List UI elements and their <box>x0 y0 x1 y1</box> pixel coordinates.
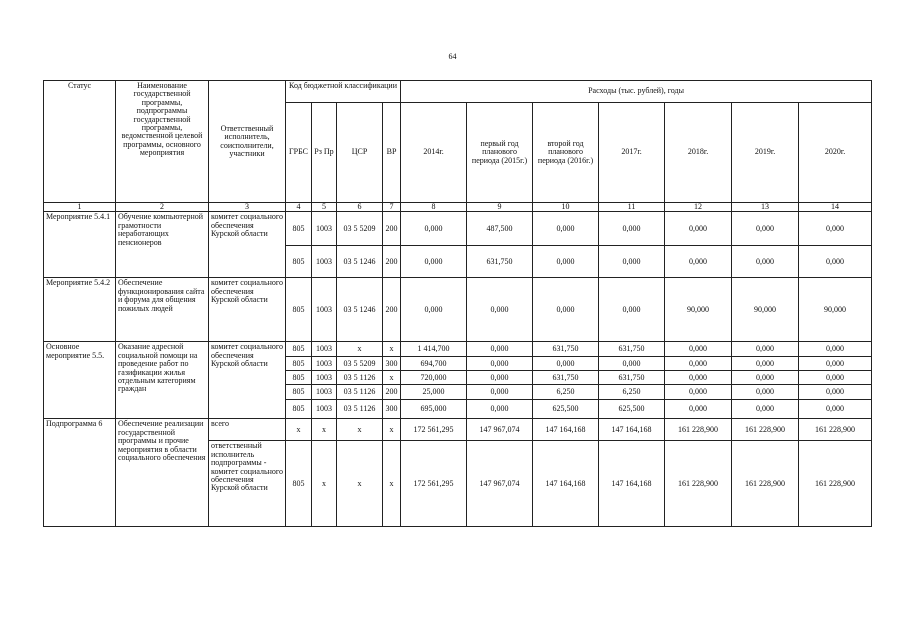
value-2020: 90,000 <box>799 278 872 342</box>
grbs-cell: 805 <box>286 278 312 342</box>
header-2014: 2014г. <box>401 103 467 203</box>
header-grbs: ГРБС <box>286 103 312 203</box>
vr-cell: 300 <box>383 400 401 419</box>
value-2018: 0,000 <box>665 385 732 400</box>
status-cell: Подпрограмма 6 <box>44 419 116 527</box>
value-2019: 0,000 <box>732 342 799 357</box>
value-2014: 0,000 <box>401 278 467 342</box>
rzpr-cell: 1003 <box>312 357 337 371</box>
value-2020: 161 228,900 <box>799 441 872 527</box>
value-2020: 0,000 <box>799 342 872 357</box>
grbs-cell: х <box>286 419 312 441</box>
column-number-row <box>44 203 872 212</box>
header-rzpr: Рз Пр <box>312 103 337 203</box>
value-2017: 0,000 <box>599 212 665 246</box>
value-2018: 0,000 <box>665 342 732 357</box>
header-2018: 2018г. <box>665 103 732 203</box>
value-2017: 631,750 <box>599 342 665 357</box>
col-number: 11 <box>599 203 665 212</box>
value-2015: 0,000 <box>467 357 533 371</box>
name-cell: Обучение компьютерной грамотности неработающих пенсионеров <box>116 212 209 278</box>
value-2018: 0,000 <box>665 246 732 278</box>
header-csr: ЦСР <box>337 103 383 203</box>
grbs-cell: 805 <box>286 371 312 385</box>
value-2017: 0,000 <box>599 278 665 342</box>
value-2017: 147 164,168 <box>599 441 665 527</box>
value-2014: 0,000 <box>401 212 467 246</box>
value-2020: 0,000 <box>799 385 872 400</box>
csr-cell: 03 5 5209 <box>337 357 383 371</box>
col-number: 7 <box>383 203 401 212</box>
value-2017: 147 164,168 <box>599 419 665 441</box>
value-2016: 147 164,168 <box>533 419 599 441</box>
value-2015: 147 967,074 <box>467 419 533 441</box>
responsible-cell: всего <box>209 419 286 441</box>
name-cell: Обеспечение реализации государственной программы и прочие мероприятия в области социального обеспечения <box>116 419 209 527</box>
header-2019: 2019г. <box>732 103 799 203</box>
value-2020: 0,000 <box>799 371 872 385</box>
page-number: 64 <box>448 52 457 61</box>
value-2017: 0,000 <box>599 246 665 278</box>
name-cell: Оказание адресной социальной помощи на проведение работ по газификации жилья отдельным категориям граждан <box>116 342 209 419</box>
csr-cell: х <box>337 441 383 527</box>
rzpr-cell: 1003 <box>312 246 337 278</box>
value-2014: 694,700 <box>401 357 467 371</box>
vr-cell: 200 <box>383 212 401 246</box>
rzpr-cell: х <box>312 441 337 527</box>
col-number: 4 <box>286 203 312 212</box>
value-2015: 487,500 <box>467 212 533 246</box>
responsible-cell: комитет социального обеспечения Курской области <box>209 212 286 278</box>
value-2015: 0,000 <box>467 400 533 419</box>
value-2020: 0,000 <box>799 212 872 246</box>
value-2020: 0,000 <box>799 400 872 419</box>
value-2016: 0,000 <box>533 246 599 278</box>
value-2018: 90,000 <box>665 278 732 342</box>
rzpr-cell: 1003 <box>312 371 337 385</box>
vr-cell: х <box>383 441 401 527</box>
col-number: 13 <box>732 203 799 212</box>
csr-cell: 03 5 1126 <box>337 385 383 400</box>
grbs-cell: 805 <box>286 212 312 246</box>
col-number: 12 <box>665 203 732 212</box>
value-2020: 0,000 <box>799 246 872 278</box>
col-number: 2 <box>116 203 209 212</box>
value-2018: 0,000 <box>665 357 732 371</box>
value-2017: 6,250 <box>599 385 665 400</box>
header-vr: ВР <box>383 103 401 203</box>
csr-cell: х <box>337 342 383 357</box>
value-2017: 0,000 <box>599 357 665 371</box>
value-2019: 0,000 <box>732 385 799 400</box>
rzpr-cell: 1003 <box>312 400 337 419</box>
grbs-cell: 805 <box>286 400 312 419</box>
value-2018: 0,000 <box>665 400 732 419</box>
value-2019: 161 228,900 <box>732 441 799 527</box>
table-row <box>44 419 872 441</box>
grbs-cell: 805 <box>286 246 312 278</box>
vr-cell: 200 <box>383 278 401 342</box>
value-2014: 1 414,700 <box>401 342 467 357</box>
value-2016: 0,000 <box>533 357 599 371</box>
value-2019: 0,000 <box>732 212 799 246</box>
rzpr-cell: 1003 <box>312 212 337 246</box>
grbs-cell: 805 <box>286 342 312 357</box>
grbs-cell: 805 <box>286 441 312 527</box>
csr-cell: 03 5 5209 <box>337 212 383 246</box>
value-2019: 0,000 <box>732 357 799 371</box>
value-2017: 631,750 <box>599 371 665 385</box>
col-number: 10 <box>533 203 599 212</box>
rzpr-cell: 1003 <box>312 342 337 357</box>
header-name: Наименование государственной программы, подпрограммы государственной программы, ведомственной целевой программы, основного мероприятия <box>116 81 209 203</box>
value-2015: 631,750 <box>467 246 533 278</box>
value-2016: 631,750 <box>533 342 599 357</box>
grbs-cell: 805 <box>286 385 312 400</box>
value-2016: 0,000 <box>533 212 599 246</box>
table-row <box>44 278 872 342</box>
header-status: Статус <box>44 81 116 203</box>
col-number: 3 <box>209 203 286 212</box>
col-number: 9 <box>467 203 533 212</box>
value-2014: 695,000 <box>401 400 467 419</box>
col-number: 5 <box>312 203 337 212</box>
value-2014: 720,000 <box>401 371 467 385</box>
value-2015: 0,000 <box>467 385 533 400</box>
header-expenses: Расходы (тыс. рублей), годы <box>401 81 872 103</box>
vr-cell: 200 <box>383 246 401 278</box>
value-2015: 0,000 <box>467 278 533 342</box>
csr-cell: 03 5 1246 <box>337 278 383 342</box>
col-number: 1 <box>44 203 116 212</box>
value-2014: 0,000 <box>401 246 467 278</box>
name-cell: Обеспечение функционирования сайта и форума для общения пожилых людей <box>116 278 209 342</box>
value-2018: 161 228,900 <box>665 419 732 441</box>
value-2014: 172 561,295 <box>401 419 467 441</box>
col-number: 6 <box>337 203 383 212</box>
value-2014: 172 561,295 <box>401 441 467 527</box>
rzpr-cell: х <box>312 419 337 441</box>
value-2018: 0,000 <box>665 212 732 246</box>
rzpr-cell: 1003 <box>312 278 337 342</box>
header-budget-code: Код бюджетной классификации <box>286 81 401 103</box>
value-2016: 0,000 <box>533 278 599 342</box>
csr-cell: 03 5 1126 <box>337 400 383 419</box>
budget-table <box>43 80 872 527</box>
table-row <box>44 212 872 246</box>
vr-cell: х <box>383 419 401 441</box>
vr-cell: х <box>383 342 401 357</box>
value-2016: 631,750 <box>533 371 599 385</box>
col-number: 14 <box>799 203 872 212</box>
status-cell: Мероприятие 5.4.1 <box>44 212 116 278</box>
csr-cell: 03 5 1246 <box>337 246 383 278</box>
status-cell: Основное мероприятие 5.5. <box>44 342 116 419</box>
responsible-cell: комитет социального обеспечения Курской области <box>209 342 286 419</box>
status-cell: Мероприятие 5.4.2 <box>44 278 116 342</box>
value-2015: 0,000 <box>467 371 533 385</box>
table-row <box>44 342 872 357</box>
value-2019: 0,000 <box>732 400 799 419</box>
value-2019: 0,000 <box>732 246 799 278</box>
vr-cell: х <box>383 371 401 385</box>
grbs-cell: 805 <box>286 357 312 371</box>
value-2018: 0,000 <box>665 371 732 385</box>
rzpr-cell: 1003 <box>312 385 337 400</box>
value-2015: 0,000 <box>467 342 533 357</box>
col-number: 8 <box>401 203 467 212</box>
value-2014: 25,000 <box>401 385 467 400</box>
value-2019: 90,000 <box>732 278 799 342</box>
csr-cell: х <box>337 419 383 441</box>
header-2016: второй год планового периода (2016г.) <box>533 103 599 203</box>
value-2019: 161 228,900 <box>732 419 799 441</box>
value-2020: 161 228,900 <box>799 419 872 441</box>
value-2015: 147 967,074 <box>467 441 533 527</box>
value-2016: 147 164,168 <box>533 441 599 527</box>
header-2017: 2017г. <box>599 103 665 203</box>
vr-cell: 300 <box>383 357 401 371</box>
csr-cell: 03 5 1126 <box>337 371 383 385</box>
value-2018: 161 228,900 <box>665 441 732 527</box>
value-2017: 625,500 <box>599 400 665 419</box>
value-2020: 0,000 <box>799 357 872 371</box>
header-2020: 2020г. <box>799 103 872 203</box>
responsible-cell: ответственный исполнитель подпрограммы - комитет социального обеспечения Курской области <box>209 441 286 527</box>
value-2019: 0,000 <box>732 371 799 385</box>
responsible-cell: комитет социального обеспечения Курской области <box>209 278 286 342</box>
header-responsible: Ответственный исполнитель, соисполнители, участники <box>209 81 286 203</box>
vr-cell: 200 <box>383 385 401 400</box>
header-2015: первый год планового периода (2015г.) <box>467 103 533 203</box>
value-2016: 625,500 <box>533 400 599 419</box>
value-2016: 6,250 <box>533 385 599 400</box>
